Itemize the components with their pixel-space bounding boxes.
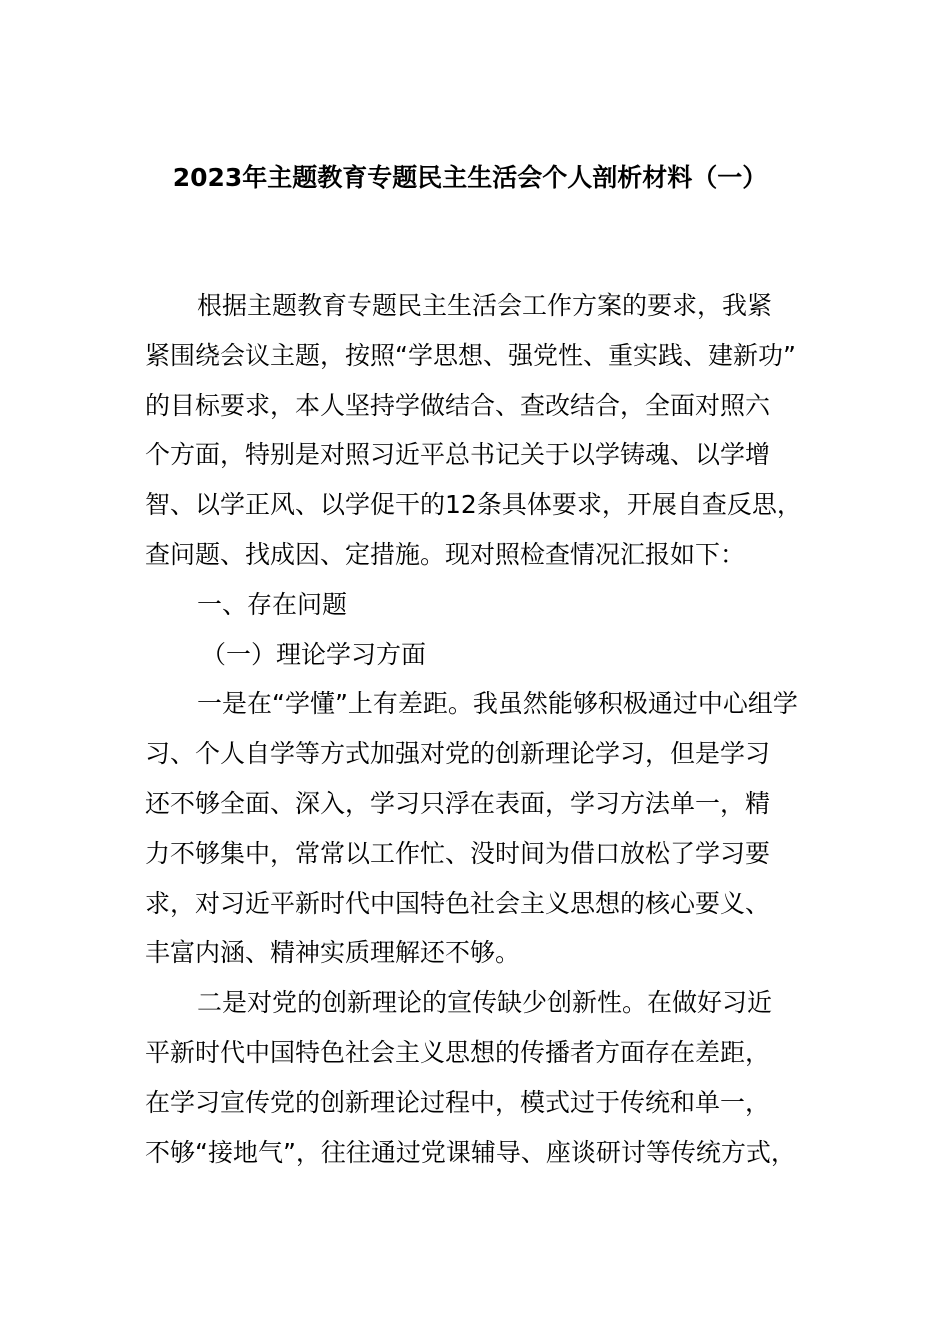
subsection-heading: （一）理论学习方面 xyxy=(201,639,427,669)
paragraph-line: 还不够全面、深入，学习只浮在表面，学习方法单一，精 xyxy=(145,788,771,818)
paragraph-line: 二是对党的创新理论的宣传缺少创新性。在做好习近 xyxy=(197,988,773,1018)
paragraph-line: 丰富内涵、精神实质理解还不够。 xyxy=(145,938,521,968)
paragraph-line: 个方面，特别是对照习近平总书记关于以学铸魂、以学增 xyxy=(145,440,771,470)
paragraph-line: 智、以学正风、以学促干的12条具体要求，开展自查反思， xyxy=(145,490,802,520)
paragraph-line: 一是在“学懂”上有差距。我虽然能够积极通过中心组学 xyxy=(197,689,798,719)
paragraph-line: 在学习宣传党的创新理论过程中，模式过于传统和单一， xyxy=(145,1087,771,1117)
paragraph-line: 力不够集中，常常以工作忙、没时间为借口放松了学习要 xyxy=(145,838,771,868)
paragraph-line: 习、个人自学等方式加强对党的创新理论学习，但是学习 xyxy=(145,739,771,769)
paragraph-line: 不够“接地气”，往往通过党课辅导、座谈研讨等传统方式， xyxy=(145,1137,796,1167)
document-title: 2023年主题教育专题民主生活会个人剖析材料（一） xyxy=(172,163,768,192)
paragraph-line: 的目标要求，本人坚持学做结合、查改结合，全面对照六 xyxy=(145,390,771,420)
paragraph-line: 查问题、找成因、定措施。现对照检查情况汇报如下： xyxy=(145,539,746,569)
paragraph-line: 紧围绕会议主题，按照“学思想、强党性、重实践、建新功” xyxy=(145,340,796,370)
paragraph-line: 平新时代中国特色社会主义思想的传播者方面存在差距， xyxy=(145,1037,771,1067)
paragraph-line: 根据主题教育专题民主生活会工作方案的要求，我紧 xyxy=(197,291,773,320)
document-body xyxy=(145,281,835,1177)
section-heading: 一、存在问题 xyxy=(197,589,348,619)
paragraph-line: 求，对习近平新时代中国特色社会主义思想的核心要义、 xyxy=(145,888,771,918)
